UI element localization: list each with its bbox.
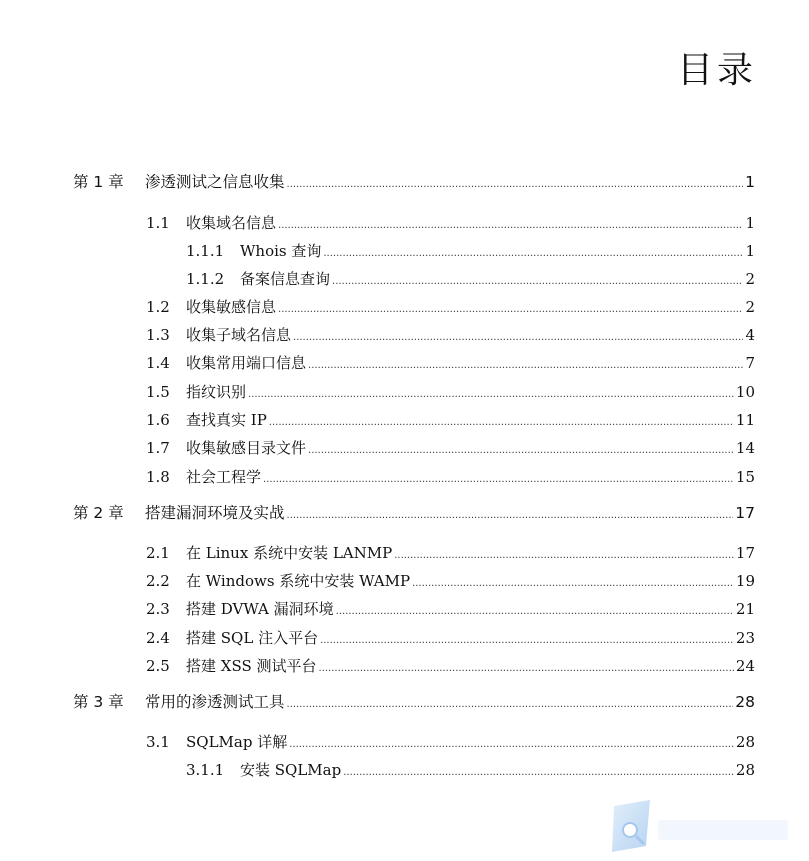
entry-number: 2.4 <box>146 629 170 647</box>
entry-page-number: 14 <box>735 439 755 457</box>
entry-title: 收集敏感信息 <box>186 298 277 316</box>
entry-number: 1.2 <box>146 298 170 316</box>
entry-page-number: 11 <box>735 411 755 429</box>
dot-leader <box>412 574 734 594</box>
entry-title: 常用的渗透测试工具 <box>145 693 285 711</box>
toc-section-entry <box>146 599 755 622</box>
entry-page-number: 1 <box>745 214 755 232</box>
entry-title: 查找真实 IP <box>186 411 267 429</box>
entry-number: 1.6 <box>146 411 170 429</box>
entry-number: 3.1.1 <box>186 761 225 779</box>
entry-number: 2.2 <box>146 572 170 590</box>
entry-title: 在 Windows 系统中安装 WAMP <box>186 572 411 590</box>
dot-leader <box>278 216 743 236</box>
toc-chapter-entry <box>73 172 755 195</box>
entry-number: 2.1 <box>146 544 170 562</box>
entry-page-number: 28 <box>735 733 755 751</box>
entry-title: 搭建漏洞环境及实战 <box>145 504 285 522</box>
dot-leader <box>394 546 734 566</box>
dot-leader <box>287 175 744 195</box>
dot-leader <box>320 631 734 651</box>
entry-page-number: 23 <box>735 629 755 647</box>
dot-leader <box>248 385 734 405</box>
dot-leader <box>293 328 743 348</box>
dot-leader <box>289 735 734 755</box>
entry-title: 收集常用端口信息 <box>186 354 307 372</box>
entry-page-number: 2 <box>745 270 755 288</box>
toc-section-entry <box>146 732 755 755</box>
entry-number: 1.1 <box>146 214 170 232</box>
dot-leader <box>287 695 734 715</box>
entry-title: 备案信息查询 <box>240 270 331 288</box>
toc-section-entry <box>146 438 755 461</box>
dot-leader <box>278 300 743 320</box>
entry-page-number: 10 <box>735 383 755 401</box>
toc-section-entry <box>146 325 755 348</box>
dot-leader <box>308 356 743 376</box>
entry-page-number: 17 <box>735 504 755 522</box>
entry-title: 搭建 XSS 测试平台 <box>186 657 317 675</box>
dot-leader <box>323 244 743 264</box>
entry-page-number: 15 <box>735 468 755 486</box>
entry-page-number: 28 <box>735 693 755 711</box>
entry-title: 搭建 DVWA 漏洞环境 <box>186 600 334 618</box>
entry-page-number: 2 <box>745 298 755 316</box>
dot-leader <box>269 413 734 433</box>
entry-number: 1.3 <box>146 326 170 344</box>
entry-title: 社会工程学 <box>186 468 262 486</box>
entry-title: 收集敏感目录文件 <box>186 439 307 457</box>
dot-leader <box>343 763 734 783</box>
entry-page-number: 1 <box>745 242 755 260</box>
toc-section-entry <box>146 353 755 376</box>
entry-number: 第 3 章 <box>73 693 124 711</box>
entry-page-number: 19 <box>735 572 755 590</box>
toc-section-entry <box>146 467 755 490</box>
toc-subsection-entry <box>186 241 755 264</box>
dot-leader <box>332 272 743 292</box>
entry-number: 1.1.1 <box>186 242 225 260</box>
toc-section-entry <box>146 297 755 320</box>
entry-number: 第 2 章 <box>73 504 124 522</box>
entry-page-number: 21 <box>735 600 755 618</box>
toc-section-entry <box>146 213 755 236</box>
dot-leader <box>287 506 734 526</box>
entry-title: Whois 查询 <box>240 242 322 260</box>
entry-number: 1.7 <box>146 439 170 457</box>
entry-page-number: 17 <box>735 544 755 562</box>
toc-subsection-entry <box>186 760 755 783</box>
toc-subsection-entry <box>186 269 755 292</box>
dot-leader <box>319 659 734 679</box>
entry-number: 1.5 <box>146 383 170 401</box>
toc-section-entry <box>146 382 755 405</box>
toc-chapter-entry <box>73 503 755 526</box>
toc-section-entry <box>146 628 755 651</box>
entry-number: 1.4 <box>146 354 170 372</box>
dot-leader <box>336 602 734 622</box>
toc-section-entry <box>146 656 755 679</box>
toc-section-entry <box>146 571 755 594</box>
entry-title: 收集域名信息 <box>186 214 277 232</box>
toc-section-entry <box>146 543 755 566</box>
dot-leader <box>263 470 734 490</box>
page-title: 目录 <box>676 50 757 91</box>
entry-page-number: 24 <box>735 657 755 675</box>
entry-page-number: 7 <box>745 354 755 372</box>
entry-number: 1.8 <box>146 468 170 486</box>
entry-title: SQLMap 详解 <box>186 733 288 751</box>
toc-chapter-entry <box>73 692 755 715</box>
entry-title: 指纹识别 <box>186 383 247 401</box>
entry-page-number: 4 <box>745 326 755 344</box>
entry-title: 渗透测试之信息收集 <box>145 173 285 191</box>
entry-title: 收集子域名信息 <box>186 326 292 344</box>
entry-number: 第 1 章 <box>73 173 124 191</box>
entry-number: 3.1 <box>146 733 170 751</box>
entry-number: 2.5 <box>146 657 170 675</box>
entry-number: 1.1.2 <box>186 270 225 288</box>
entry-number: 2.3 <box>146 600 170 618</box>
entry-title: 在 Linux 系统中安装 LANMP <box>186 544 393 562</box>
watermark-logo-icon <box>606 798 796 856</box>
toc-section-entry <box>146 410 755 433</box>
entry-page-number: 28 <box>735 761 755 779</box>
dot-leader <box>308 441 734 461</box>
entry-title: 安装 SQLMap <box>240 761 342 779</box>
entry-title: 搭建 SQL 注入平台 <box>186 629 319 647</box>
entry-page-number: 1 <box>745 173 755 191</box>
